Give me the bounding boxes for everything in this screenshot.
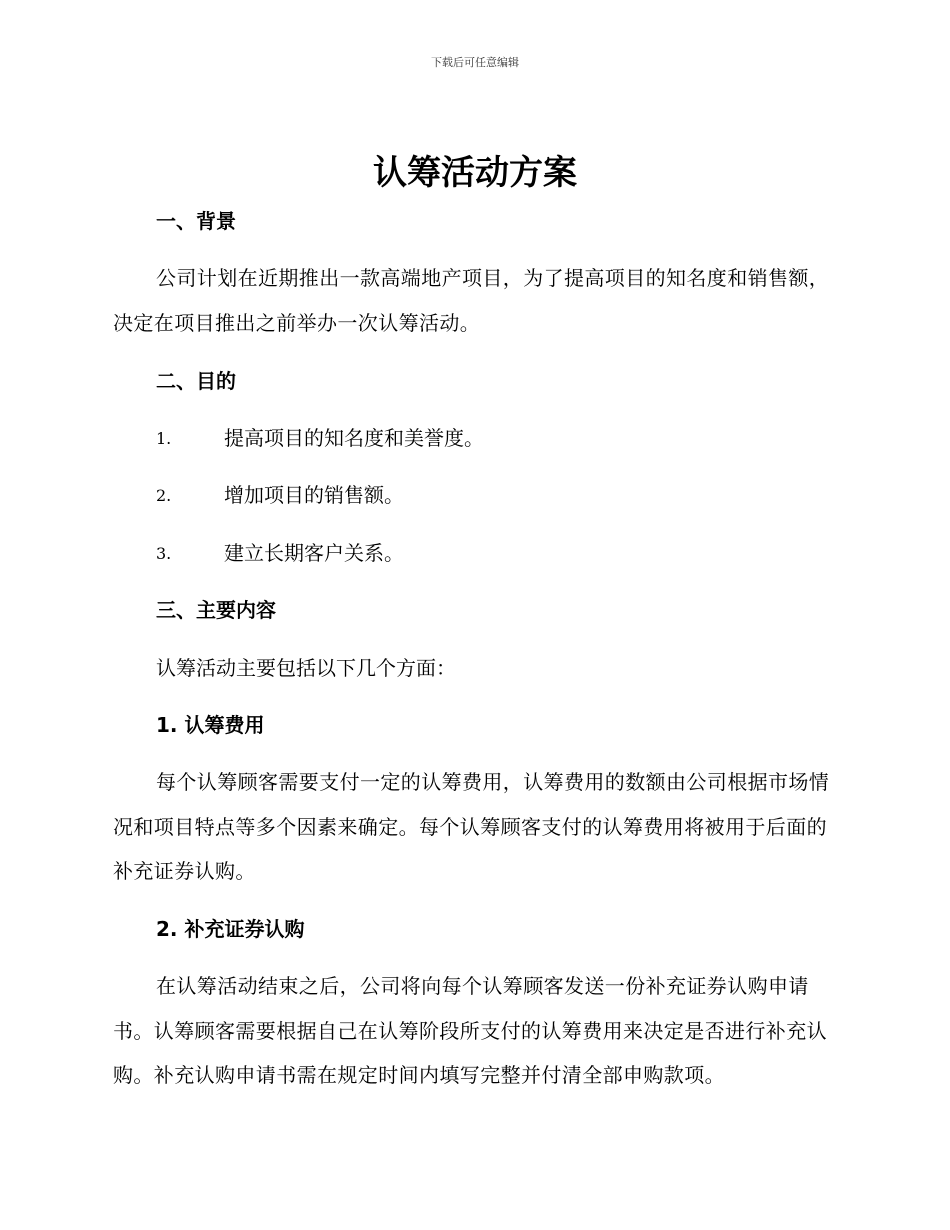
- document-title: 认筹活动方案: [373, 153, 577, 193]
- subsection-heading-supplementary: 2. 补充证券认购: [156, 917, 305, 941]
- list-text: 建立长期客户关系。: [224, 541, 404, 565]
- list-text: 提高项目的知名度和美誉度。: [224, 426, 484, 450]
- purpose-list-item: [156, 538, 756, 568]
- list-number: 3.: [156, 544, 172, 563]
- list-text: 增加项目的销售额。: [224, 483, 404, 507]
- section-heading-background: 一、背景: [156, 209, 236, 233]
- list-number: 1.: [156, 429, 172, 448]
- section-heading-purpose: 二、目的: [156, 369, 236, 393]
- section-heading-content: 三、主要内容: [156, 598, 276, 622]
- list-number: 2.: [156, 486, 172, 505]
- subsection-heading-fee: 1. 认筹费用: [156, 713, 265, 737]
- purpose-list-item: [156, 480, 756, 510]
- supplementary-paragraph: 在认筹活动结束之后，公司将向每个认筹顾客发送一份补充证券认购申请书。认筹顾客需要根据自己在认筹阶段所支付的认筹费用来决定是否进行补充认购。补充认购申请书需在规定时间内填写完整并付清全部申购款项。: [113, 974, 827, 1087]
- content-intro: 认筹活动主要包括以下几个方面：: [156, 656, 456, 680]
- fee-paragraph: 每个认筹顾客需要支付一定的认筹费用，认筹费用的数额由公司根据市场情况和项目特点等多个因素来确定。每个认筹顾客支付的认筹费用将被用于后面的补充证券认购。: [113, 770, 830, 883]
- page-header-note: 下载后可任意编辑: [431, 56, 519, 69]
- purpose-list-item: [156, 423, 756, 453]
- background-paragraph: 公司计划在近期推出一款高端地产项目，为了提高项目的知名度和销售额，决定在项目推出之前举办一次认筹活动。: [113, 266, 830, 335]
